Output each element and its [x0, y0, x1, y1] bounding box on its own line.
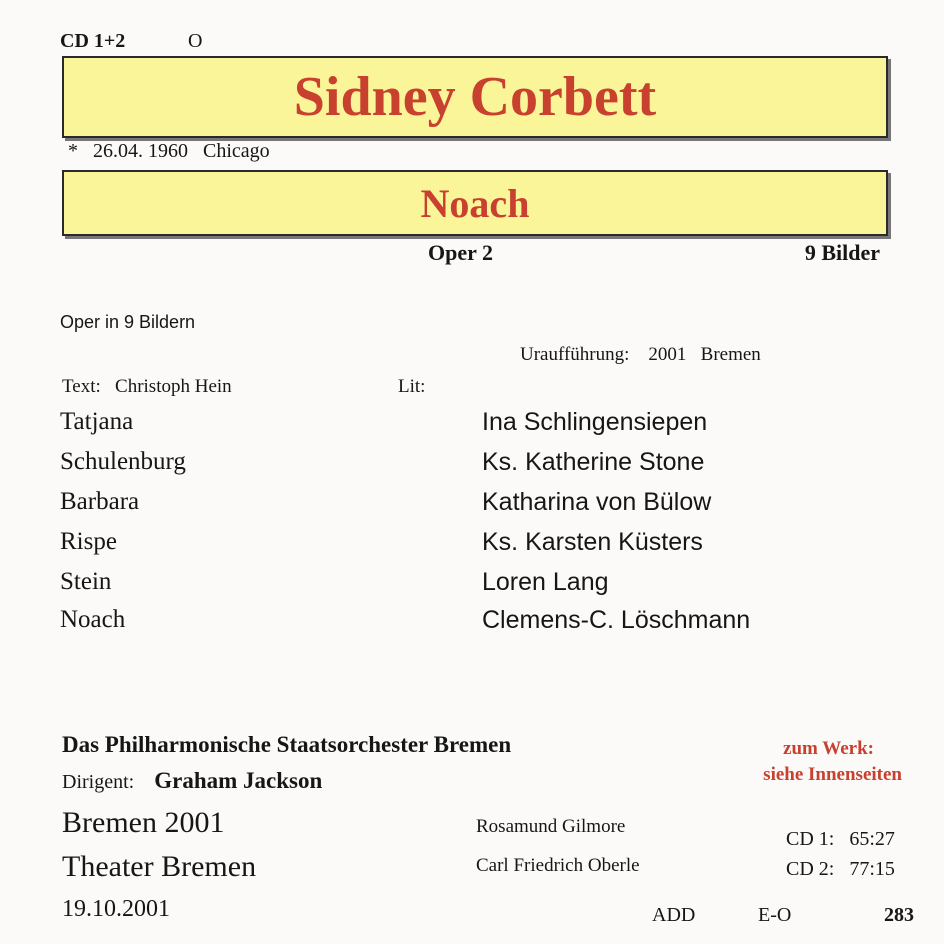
note-line-1: zum Werk:	[783, 738, 874, 759]
title-banner	[62, 170, 888, 236]
cd-label: CD 1+2	[60, 30, 126, 52]
performance-venue: Theater Bremen	[62, 850, 257, 883]
role-stein: Stein	[60, 568, 112, 595]
orchestra: Das Philharmonische Staatsorchester Bremen	[62, 732, 512, 757]
role-schulenburg: Schulenburg	[60, 448, 186, 475]
premiere-place: Bremen	[700, 344, 761, 365]
text-label: Text:	[62, 376, 101, 397]
set-design: Carl Friedrich Oberle	[476, 855, 640, 876]
work-genre: Oper 2	[428, 240, 493, 265]
librettist: Christoph Hein	[115, 376, 232, 397]
work-subtitle: Oper in 9 Bildern	[60, 312, 196, 332]
duration-time: 65:27	[849, 828, 895, 850]
composer-name: Sidney Corbett	[293, 66, 657, 128]
singer-stein: Loren Lang	[482, 568, 609, 596]
singer-schulenburg: Ks. Katherine Stone	[482, 448, 705, 476]
premiere-year: 2001	[648, 344, 687, 365]
duration-label: CD 2:	[786, 858, 835, 880]
conductor-label: Dirigent:	[62, 771, 135, 793]
performance-city-year: Bremen 2001	[62, 806, 225, 839]
duration-cd1	[786, 828, 895, 851]
role-rispe: Rispe	[60, 528, 117, 555]
birth-place: Chicago	[203, 140, 270, 162]
singer-noach: Clemens-C. Löschmann	[482, 606, 751, 634]
note-line-2: siehe Innenseiten	[763, 764, 902, 785]
work-scenes: 9 Bilder	[804, 240, 880, 265]
singer-tatjana: Ina Schlingensiepen	[482, 408, 708, 436]
catalog-code: E-O	[758, 904, 792, 926]
role-noach: Noach	[60, 606, 126, 633]
format: ADD	[652, 904, 696, 926]
performance-date: 19.10.2001	[62, 896, 170, 922]
lit-label: Lit:	[398, 376, 426, 397]
catalog-number: 283	[884, 904, 914, 926]
conductor	[62, 768, 322, 794]
birth-star: *	[68, 140, 78, 162]
duration-time: 77:15	[849, 858, 895, 880]
duration-label: CD 1:	[786, 828, 835, 850]
mark: O	[188, 30, 203, 52]
singer-rispe: Ks. Karsten Küsters	[482, 528, 703, 556]
libretto	[62, 376, 232, 398]
birth-date: 26.04. 1960	[93, 140, 188, 162]
birth-info	[68, 140, 270, 163]
staging: Rosamund Gilmore	[476, 816, 626, 837]
composer-banner	[62, 56, 888, 138]
duration-cd2	[786, 858, 895, 881]
premiere-label: Uraufführung:	[520, 344, 630, 365]
conductor-name: Graham Jackson	[154, 768, 323, 793]
premiere	[520, 344, 761, 366]
singer-barbara: Katharina von Bülow	[482, 488, 712, 516]
role-tatjana: Tatjana	[60, 408, 134, 435]
role-barbara: Barbara	[60, 488, 140, 515]
work-title: Noach	[420, 180, 530, 226]
